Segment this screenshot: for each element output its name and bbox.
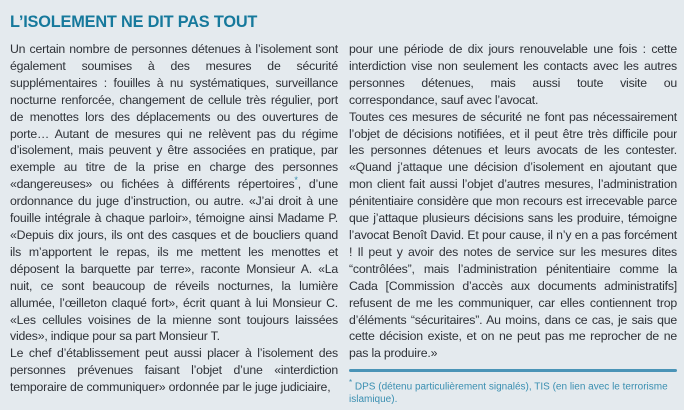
footnote-marker: * xyxy=(349,378,353,388)
paragraph: Toutes ces mesures de sécurité ne font pas nécessairement l’objet de décisions notifiées, et il peut être très difficile pour les personnes détenues et leurs avocats de les contester. «Quand j’attaque une décision d’isolement en ajoutant que mon client fait aussi l’objet d’autres mesures, l’administration pénitentiaire considère que mon recours est irrecevable parce que j’attaque plusieurs décisions sans les produire, témoigne l’avocat Benoît David. Et pour cause, il n’y en a pas forcément ! Il peut y avoir des notes de service sur les mesures dites “contrôlées”, mais l’administration pénitentiaire comme la Cada [Commission d’accès aux documents administratifs] refusent de me les communiquer, car elles contiennent trop d’éléments “sécuritaires”. Au moins, dans ce cas, je sais que cette décision existe, et on ne peut pas me reprocher de ne pas la produire.» xyxy=(349,109,677,361)
left-column xyxy=(10,41,338,407)
footnote-divider xyxy=(349,369,677,372)
right-column xyxy=(349,41,677,407)
paragraph: pour une période de dix jours renouvelable une fois : cette interdiction vise non seulement les contacts avec les autres personnes détenues, mais aussi toute visite ou correspondance, sauf avec l’avocat. xyxy=(349,42,677,107)
article-title: L’ISOLEMENT NE DIT PAS TOUT xyxy=(10,12,258,31)
footnote xyxy=(349,377,677,406)
footnote-text: DPS (détenu particulièrement signalés), TIS (en lien avec le terrorisme islamique). xyxy=(349,381,668,406)
paragraph: Le chef d’établissement peut aussi placer à l’isolement des personnes prévenues faisant l’objet d’une «interdiction temporaire de communiquer» ordonnée par le juge judiciaire, xyxy=(10,346,338,395)
right-column-paragraphs xyxy=(349,41,677,362)
inline-footnote-marker: * xyxy=(294,175,298,186)
paragraph: Un certain nombre de personnes détenues à l’isolement sont également soumises à des mesures de sécurité supplémentaires : fouilles à nu systématiques, surveillance nocturne renforcée, changement de cellule très régulier, port de menottes lors des déplacements ou des ouvertures de porte… Autant de mesures qui ne relèvent pas du régime d’isolement, mais peuvent y être associées en pratique, par exemple au titre de la prise en charge des personnes «dangereuses» ou fichées à différents répertoires*, d’une ordonnance du juge d’instruction, ou autre. «J’ai droit à une fouille intégrale à chaque parloir», témoigne ainsi Madame P. «Depuis dix jours, ils ont des casques et de boucliers quand ils m’apportent le repas, ils me mettent les menottes et déposent la barquette par terre», raconte Monsieur A. «La nuit, ce sont beaucoup de réveils nocturnes, la lumière allumée, l’œilleton claqué fort», écrit quant à lui Monsieur C. «Les cellules voisines de la mienne sont toujours laissées vides», indique pour sa part Monsieur T. xyxy=(10,42,338,344)
two-column-layout xyxy=(10,41,677,407)
